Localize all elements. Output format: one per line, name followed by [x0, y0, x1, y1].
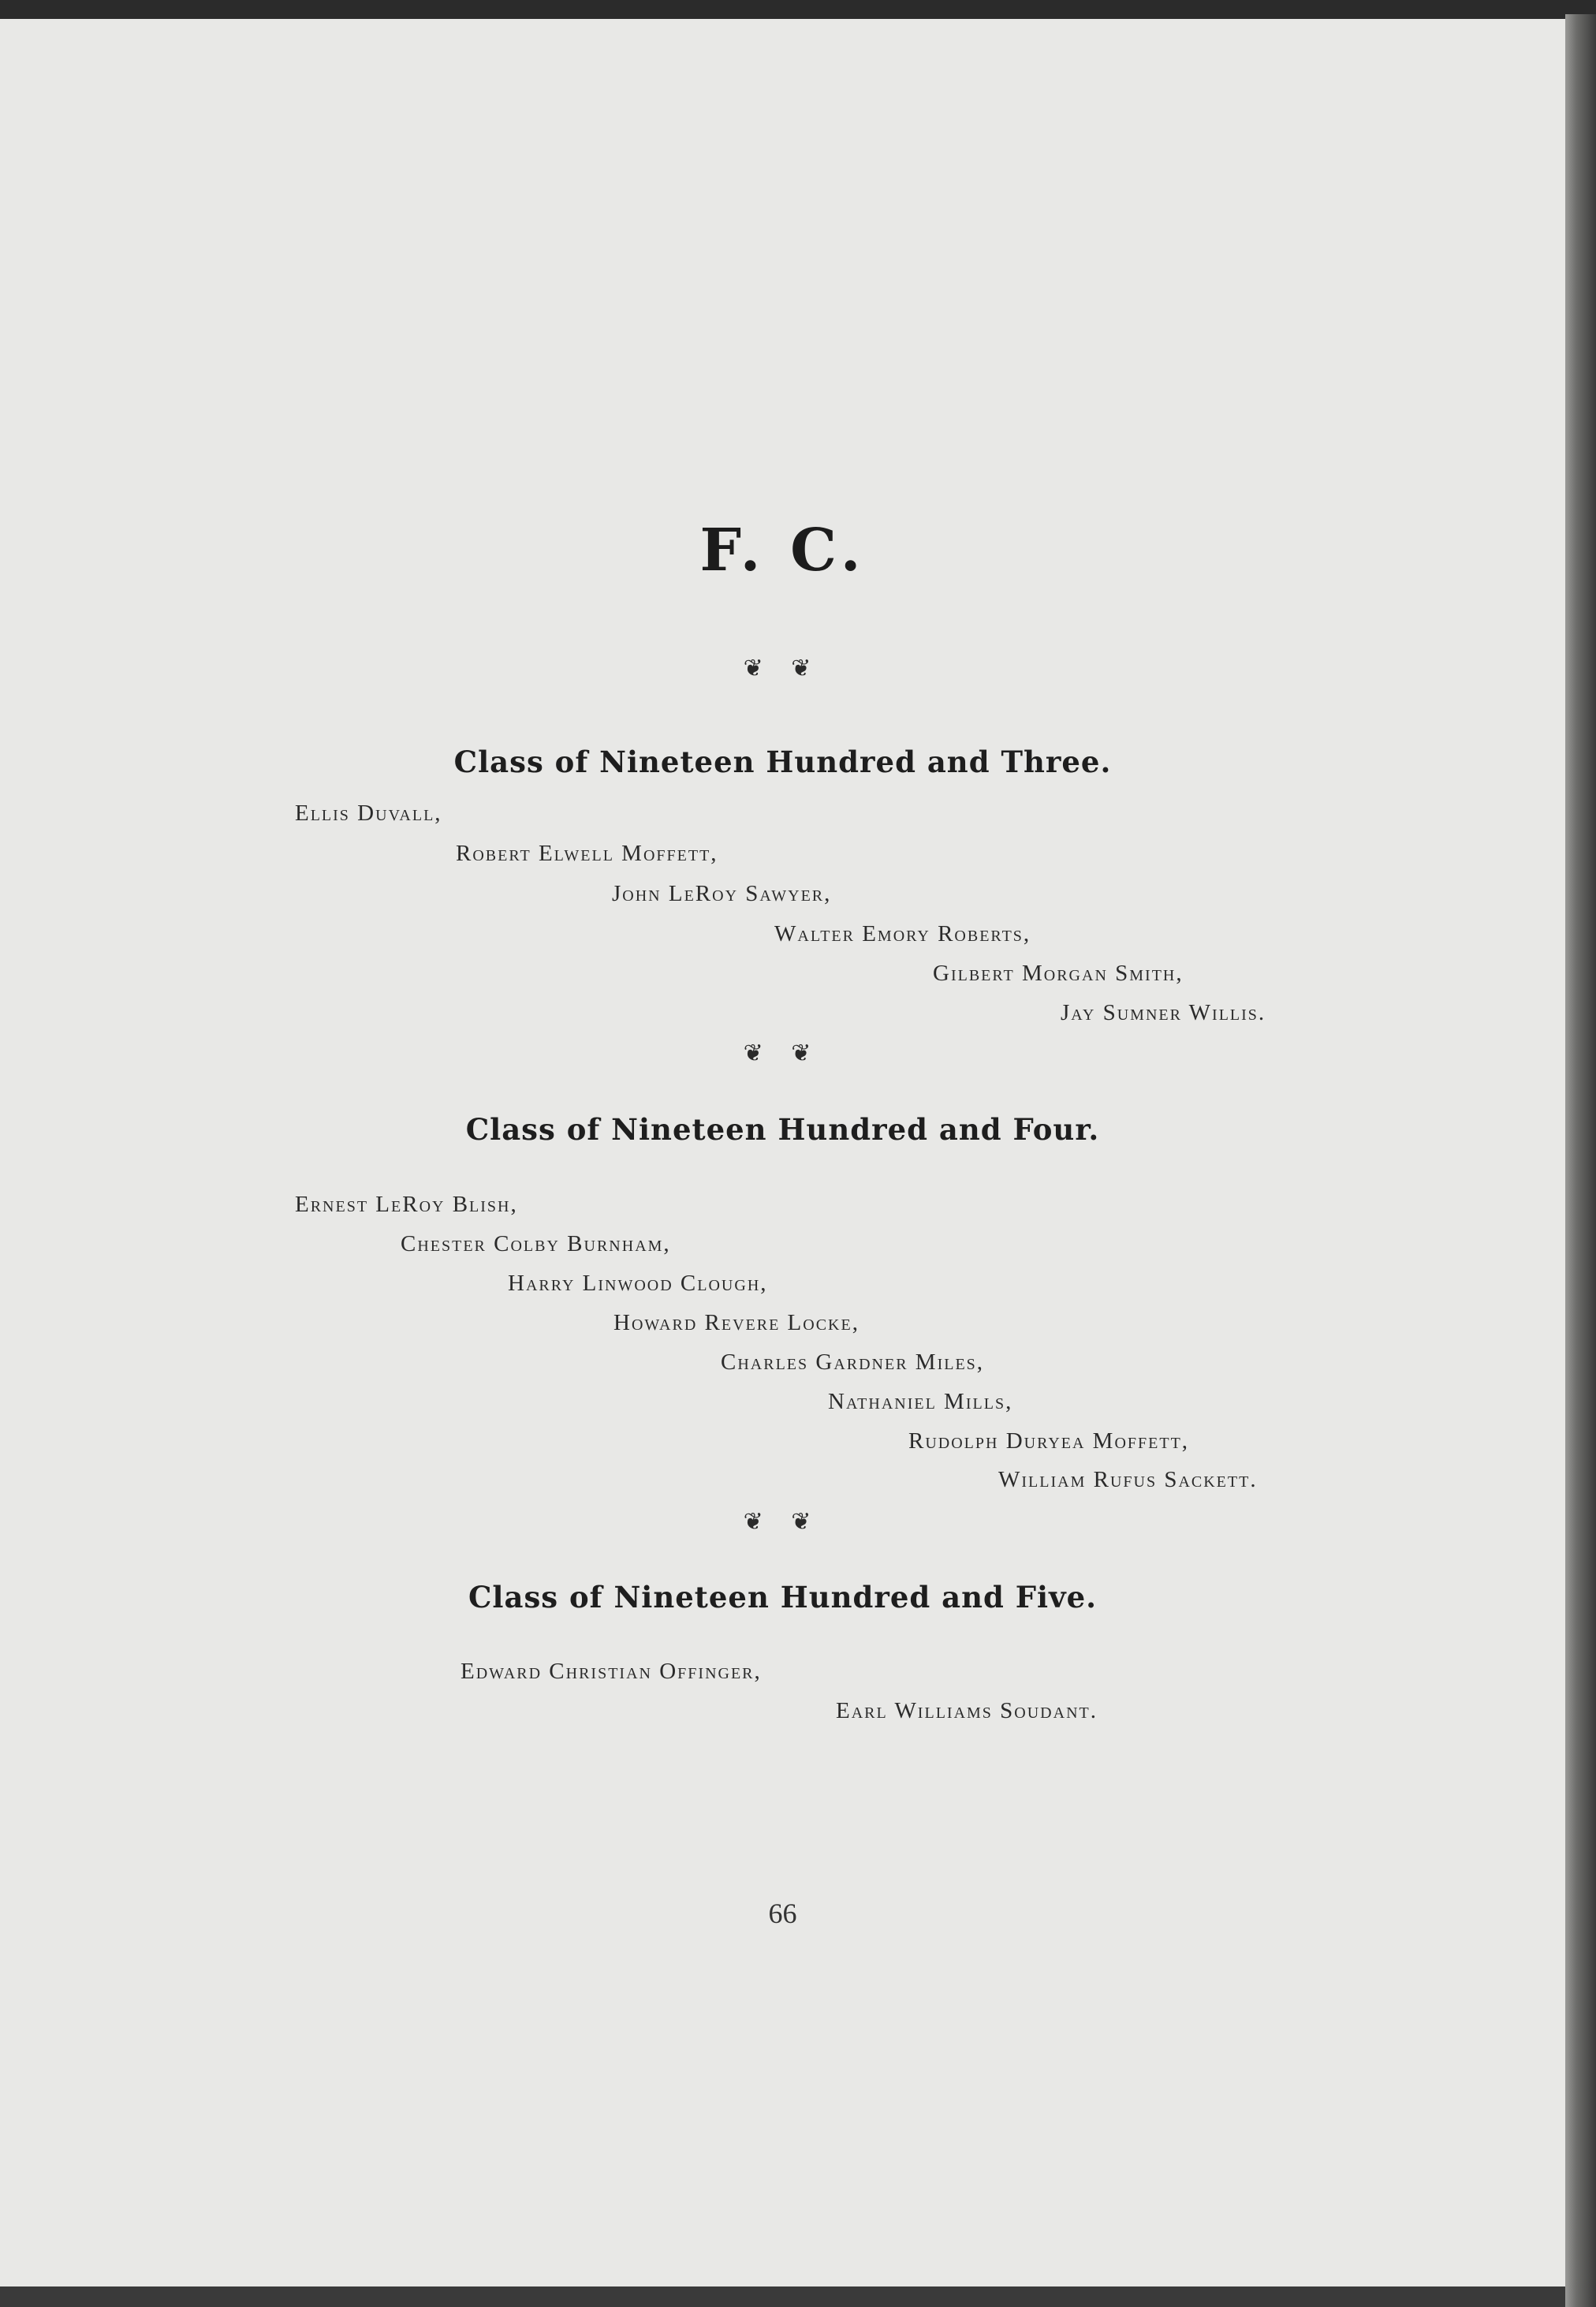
member-name: John LeRoy Sawyer, [612, 881, 832, 906]
member-name: Chester Colby Burnham, [401, 1231, 671, 1256]
member-name: William Rufus Sackett. [998, 1467, 1258, 1492]
member-name: Jay Sumner Willis. [1061, 1000, 1266, 1025]
member-name: Edward Christian Offinger, [461, 1659, 762, 1684]
member-name: Harry Linwood Clough, [508, 1271, 768, 1296]
class-heading-1905: Class of Nineteen Hundred and Five. [468, 1580, 1098, 1615]
book-page [0, 19, 1565, 2286]
ornament-divider-3: ❦ ❦ [743, 1509, 822, 1535]
page-number: 66 [768, 1898, 797, 1929]
class-heading-1904: Class of Nineteen Hundred and Four. [465, 1112, 1100, 1147]
page-edge-shadow [1565, 14, 1596, 2307]
member-name: Ellis Duvall, [295, 801, 442, 826]
member-name: Nathaniel Mills, [828, 1389, 1013, 1414]
society-monogram: F. C. [699, 517, 866, 584]
ornament-divider-2: ❦ ❦ [743, 1040, 822, 1066]
member-name: Robert Elwell Moffett, [456, 841, 718, 866]
member-name: Charles Gardner Miles, [721, 1349, 985, 1375]
page-bottom-shadow [0, 2286, 1565, 2307]
member-name: Rudolph Duryea Moffett, [908, 1428, 1190, 1454]
ornament-divider-1: ❦ ❦ [743, 655, 822, 681]
member-name: Howard Revere Locke, [613, 1310, 860, 1335]
member-name: Walter Emory Roberts, [774, 921, 1031, 946]
member-name: Earl Williams Soudant. [836, 1698, 1098, 1723]
member-name: Gilbert Morgan Smith, [933, 961, 1184, 986]
class-heading-1903: Class of Nineteen Hundred and Three. [453, 745, 1112, 779]
member-name: Ernest LeRoy Blish, [295, 1192, 518, 1217]
